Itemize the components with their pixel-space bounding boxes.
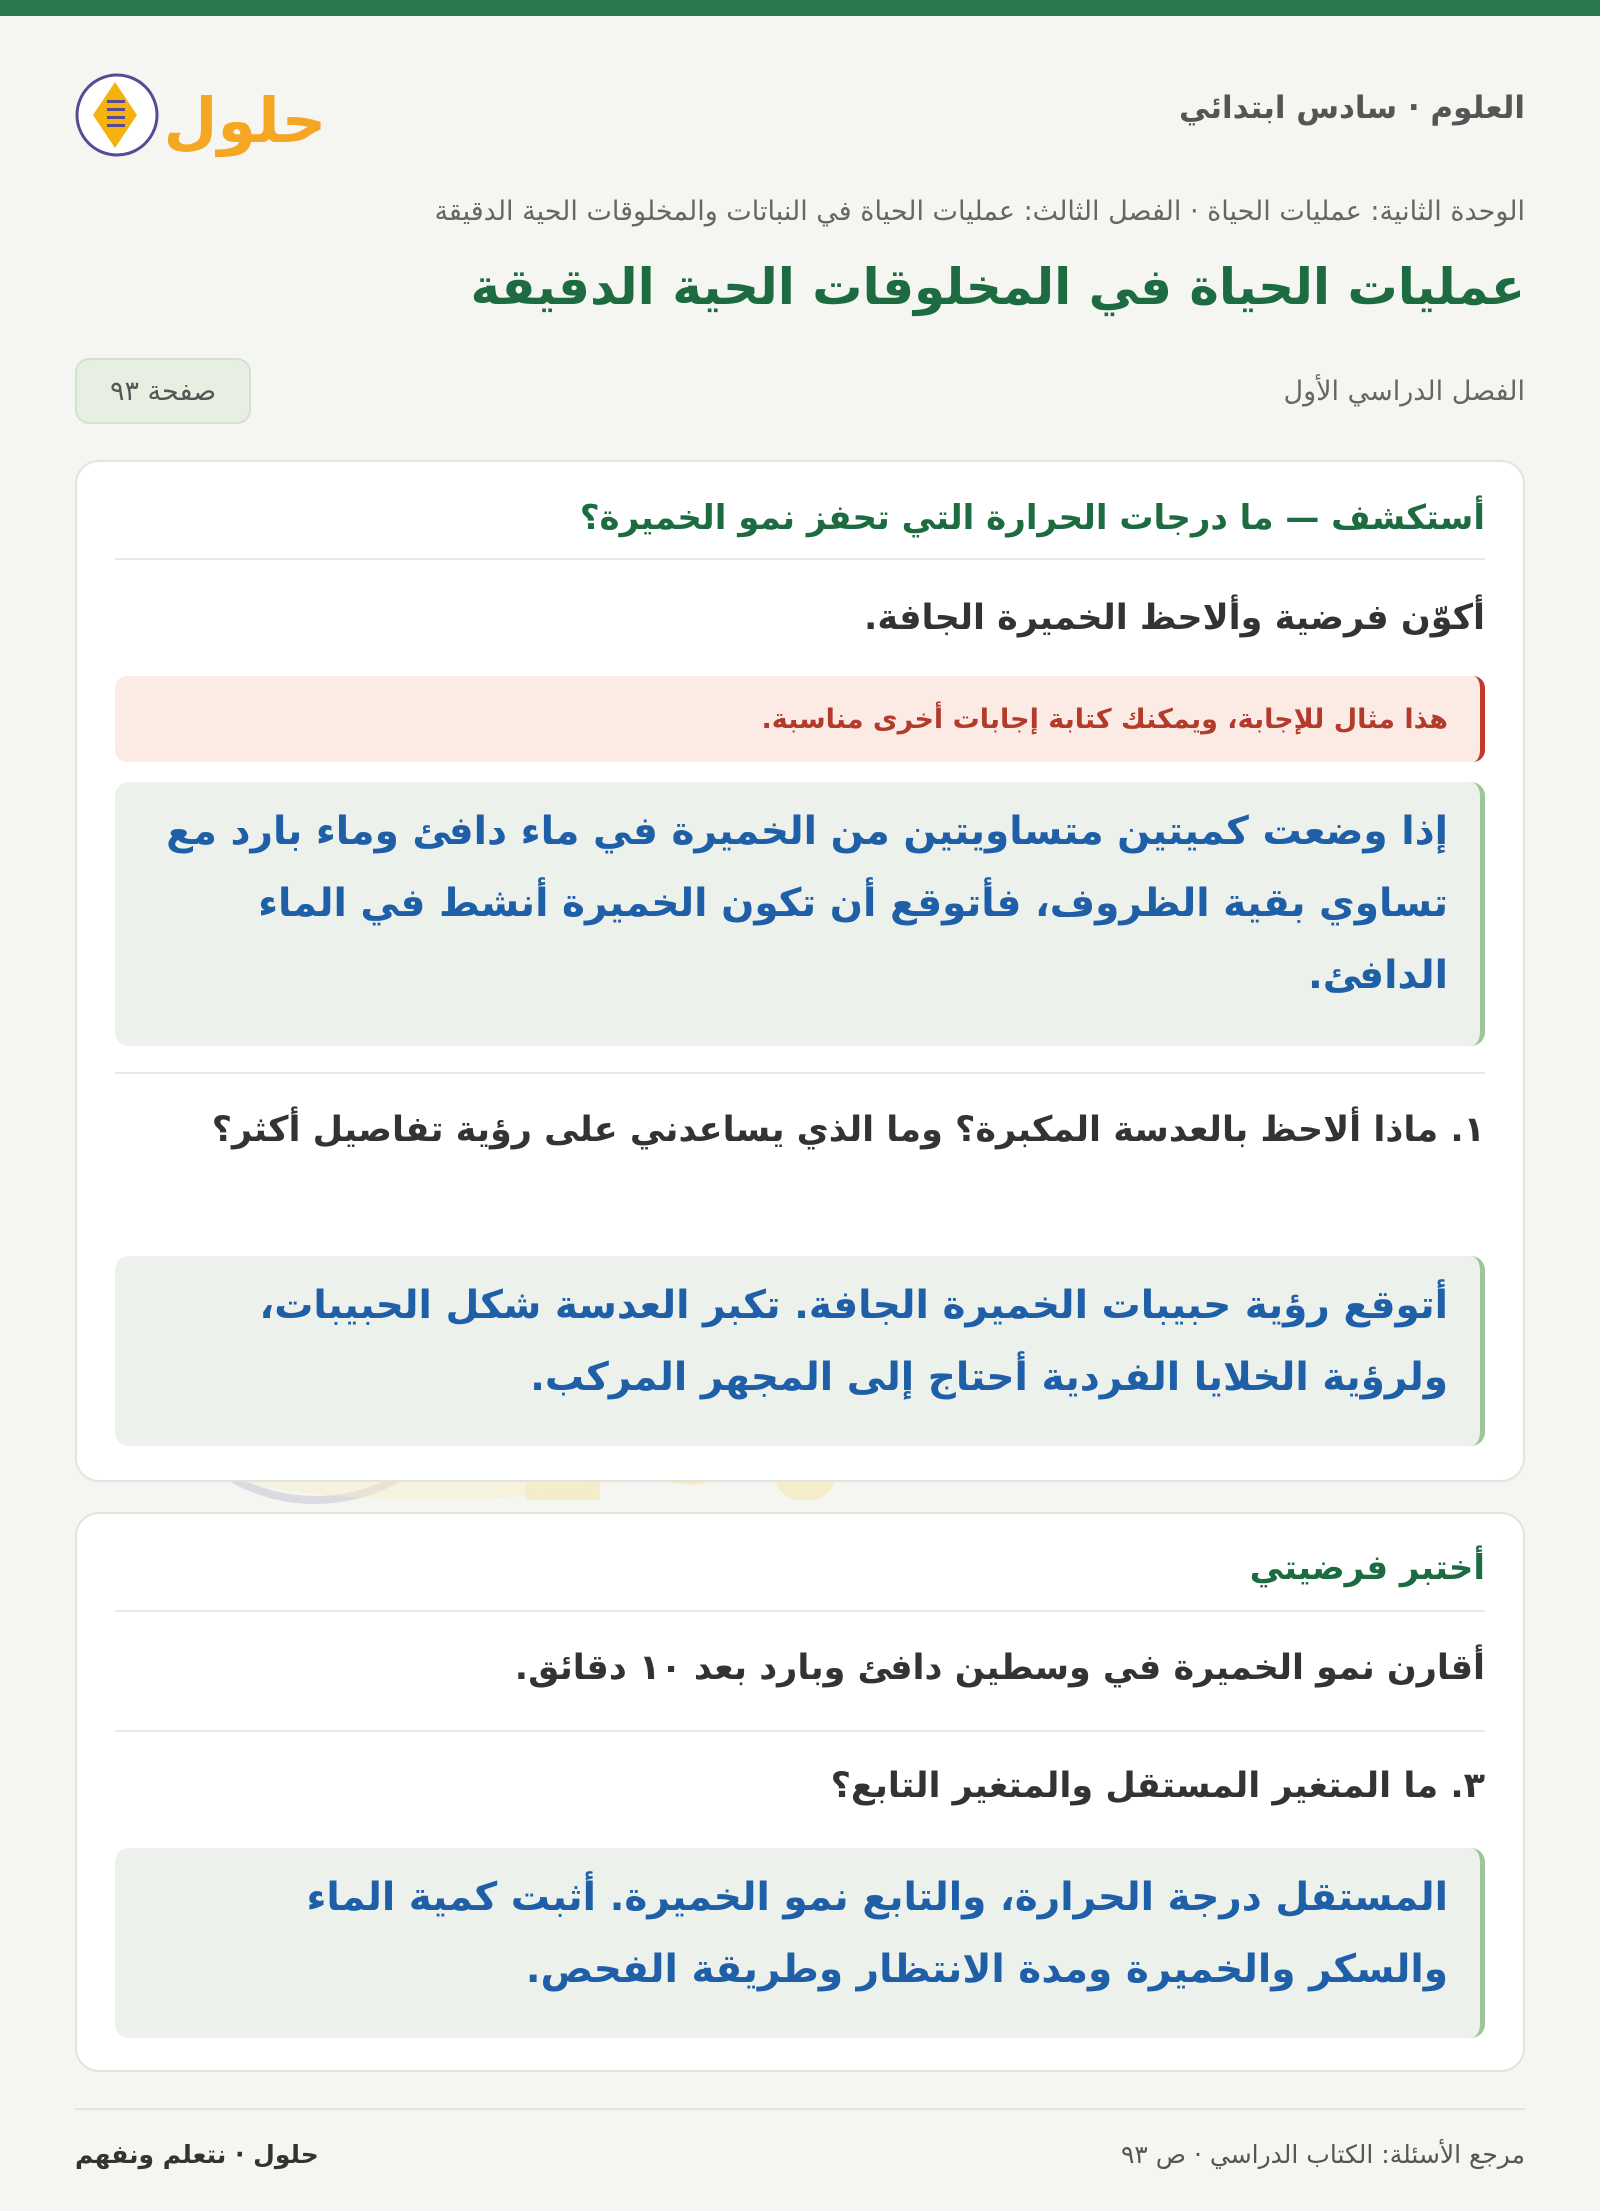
top-accent-bar xyxy=(0,0,1600,16)
page-title: عمليات الحياة في المخلوقات الحية الدقيقة xyxy=(470,258,1525,316)
logo-text: حلول xyxy=(163,84,327,157)
divider xyxy=(115,1072,1485,1074)
hypothesis-answer: إذا وضعت كميتين متساويتين من الخميرة في ماء دافئ وماء بارد مع تساوي بقية الظروف، فأتوقع أن تكون الخميرة أنشط في الماء الدافئ. xyxy=(115,782,1485,1046)
divider xyxy=(115,1610,1485,1612)
footer-brand: حلول · نتعلم ونفهم xyxy=(75,2140,319,2169)
breadcrumb: الوحدة الثانية: عمليات الحياة · الفصل الثالث: عمليات الحياة في النباتات والمخلوقات الحية الدقيقة xyxy=(434,196,1525,227)
explore-prompt: أكوّن فرضية وألاحظ الخميرة الجافة. xyxy=(864,598,1485,638)
test-card xyxy=(75,1512,1525,2072)
test-prompt: أقارن نمو الخميرة في وسطين دافئ وبارد بعد ١٠ دقائق. xyxy=(514,1648,1485,1688)
explore-heading: أستكشف — ما درجات الحرارة التي تحفز نمو الخميرة؟ xyxy=(579,498,1485,538)
divider xyxy=(115,1730,1485,1732)
term-label: الفصل الدراسي الأول xyxy=(1283,376,1525,407)
question-3-answer: المستقل درجة الحرارة، والتابع نمو الخميرة. أثبت كمية الماء والسكر والخميرة ومدة الانتظار وطريقة الفحص. xyxy=(115,1848,1485,2038)
footer-divider xyxy=(75,2108,1525,2110)
hulul-logo-icon xyxy=(75,60,335,170)
footer-reference: مرجع الأسئلة: الكتاب الدراسي · ص ٩٣ xyxy=(1120,2140,1525,2169)
question-1: ١. ماذا ألاحظ بالعدسة المكبرة؟ وما الذي يساعدني على رؤية تفاصيل أكثر؟ xyxy=(211,1110,1485,1150)
question-3: ٣. ما المتغير المستقل والمتغير التابع؟ xyxy=(830,1766,1485,1806)
subject-label: العلوم · سادس ابتدائي xyxy=(1179,90,1525,126)
page-number-badge: صفحة ٩٣ xyxy=(75,358,251,424)
header xyxy=(75,60,1525,160)
sample-answer-note: هذا مثال للإجابة، ويمكنك كتابة إجابات أخرى مناسبة. xyxy=(115,676,1485,762)
divider xyxy=(115,558,1485,560)
question-1-answer: أتوقع رؤية حبيبات الخميرة الجافة. تكبر العدسة شكل الحبيبات، ولرؤية الخلايا الفردية أحتاج إلى المجهر المركب. xyxy=(115,1256,1485,1446)
test-heading: أختبر فرضيتي xyxy=(1249,1548,1485,1588)
explore-card xyxy=(75,460,1525,1482)
